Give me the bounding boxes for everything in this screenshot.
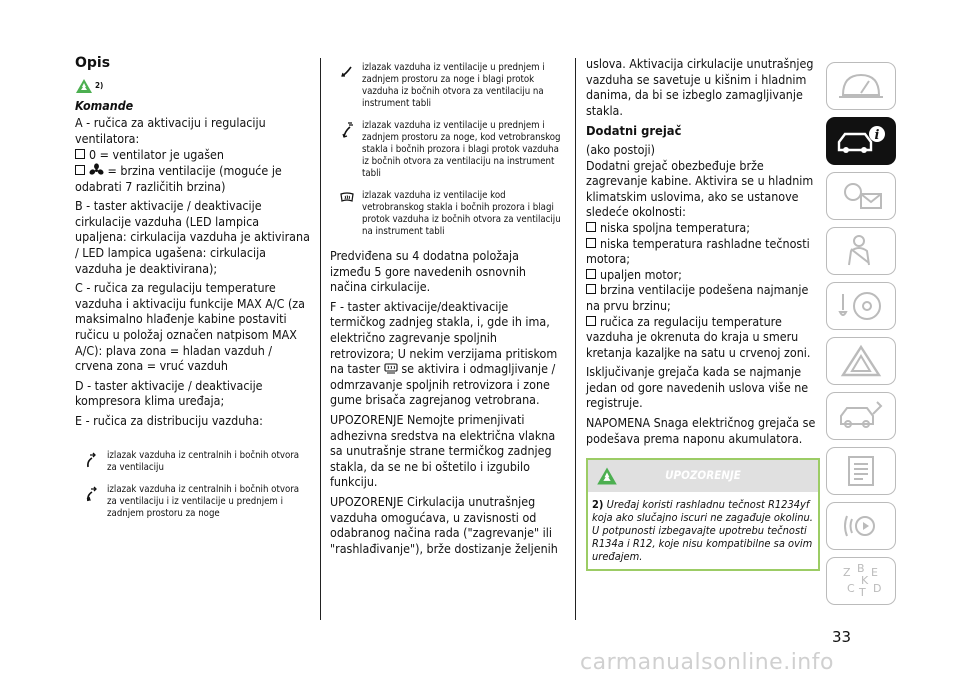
list-item: upaljen motor; (586, 267, 820, 283)
tab-starting-driving[interactable] (826, 282, 896, 330)
paragraph: NAPOMENA Snaga električnog grejača se podešava prema naponu akumulatora. (586, 415, 816, 446)
alphabet-index-icon (837, 562, 885, 600)
list-item: brzina ventilacije podešena najmanje na prvu brzinu; (586, 282, 809, 313)
paragraph-a: A - ručica za aktivaciju i regulaciju ventilatora: (75, 115, 266, 146)
paragraph: Isključivanje grejača kada se najmanje jedan od gore navedenih uslova više ne registruje. (586, 364, 809, 411)
column-2 (330, 56, 562, 560)
list-item: = brzina ventilacije (moguće je odabrati 7 različitih brzina) (75, 162, 282, 194)
warning-box (586, 458, 820, 571)
column-divider-right (575, 58, 576, 620)
page-number: 33 (832, 628, 852, 646)
heading-note: (ako postoji) (586, 141, 655, 157)
column-1 (75, 56, 311, 530)
bullet-square-icon (586, 284, 596, 294)
list-item: 0 = ventilator je ugašen (75, 147, 311, 163)
vent-face-icon (85, 452, 97, 468)
svg-text:B: B (857, 562, 865, 575)
light-message-icon (837, 178, 885, 214)
vent-feet-windshield-icon (340, 122, 354, 138)
paragraph: Dodatni grejač obezbeđuje brže zagrevanje kabine. Aktivira se u hladnim klimatskim uslovima, ako se ustanove sledeće okolnosti: (586, 157, 814, 220)
list-item: ručica za regulaciju temperature vazduha je okrenuta do kraja u smeru kretanja kazaljke na satu u crvenoj zoni. (586, 313, 811, 360)
warning-triangle-icon (839, 343, 883, 379)
fan-icon (89, 163, 104, 178)
svg-text:E: E (871, 566, 878, 579)
vent-mode-item: izlazak vazduha iz centralnih i bočnih otvora za ventilaciju i iz ventilacije u prednjem i zadnjem prostoru za noge (75, 484, 311, 520)
vent-mode-item: izlazak vazduha iz centralnih i bočnih otvora za ventilaciju (75, 450, 311, 474)
svg-text:T: T (859, 586, 866, 599)
section-heading: Dodatni grejač (586, 124, 682, 140)
bullet-square-icon (586, 238, 596, 248)
subsection-title: Komande (75, 97, 134, 113)
dashboard-gauge-icon (837, 69, 885, 103)
tab-lights-messages[interactable] (826, 172, 896, 220)
paragraph-c: C - ručica za regulaciju temperature vazduha i aktivaciju funkcije MAX A/C (za maksimalno hlađenje kabine postaviti ručicu u položaj označen natpisom MAX A/C): plava zona = hladan vazduh / crvena zona = vruć vazduh (75, 280, 305, 374)
bullet-square-icon (586, 269, 596, 279)
vent-face-feet-icon (85, 486, 99, 502)
car-maintenance-icon (837, 398, 885, 434)
steering-wheel-icon (837, 288, 885, 324)
svg-text:C: C (847, 582, 855, 595)
multimedia-icon (839, 508, 883, 544)
note-ref: 2) (95, 81, 104, 90)
tab-maintenance[interactable] (826, 392, 896, 440)
warning-text: 2) Uređaj koristi rashladnu tečnost R1234yf koja ako slučajno iscuri ne zagađuje okolinu. U potpunosti izbegavajte upotrebu tečnosti R134a i R12, koje nisu kompatibilne sa ovim uređajem. (592, 498, 813, 564)
list-item: niska temperatura rashladne tečnosti motora; (586, 235, 810, 267)
column-divider-left (320, 58, 321, 620)
svg-text:D: D (873, 582, 882, 595)
tab-safety[interactable] (826, 227, 896, 275)
watermark: carmanualsonline.info (580, 650, 834, 675)
paragraph-f: F - taster aktivacije/deaktivacije termičkog zadnjeg stakla, i, gde ih ima, električno zagrevanje spoljnih retrovizora; U nekim verzijama pritiskom na taster se aktivira i odmagljivanje / odmrzavanje spoljnih retrovizora i zone gume brisača zagrejanog vetrobrana. (330, 298, 558, 408)
vent-mode-item: izlazak vazduha iz ventilacije kod vetrobranskog stakla i bočnih prozora i blagi protok vazduha iz bočnih otvora za ventilaciju na instrument tabli (330, 190, 562, 238)
tab-technical-data[interactable] (826, 447, 896, 495)
paragraph-b: B - taster aktivacije / deaktivacije cirkulacije vazduha (LED lampica upaljena: cirkulacija vazduha je aktivirana / LED lampica ugašena: cirkulacija vazduha je deaktivirana); (75, 198, 310, 276)
tab-dashboard[interactable] (826, 62, 896, 110)
vent-mode-item: izlazak vazduha iz ventilacije u prednjem i zadnjem prostoru za noge, kod vetrobranskog stakla i bočnih prozora i blagi protok vazduha iz bočnih otvora za ventilaciju na instrument tabli (330, 120, 562, 180)
tab-vehicle-info[interactable] (826, 117, 896, 165)
bullet-square-icon (75, 165, 85, 175)
chapter-tabs (826, 62, 898, 612)
windshield-defrost-icon (340, 192, 354, 204)
paragraph: UPOZORENJE Nemojte primenjivati adhezivna sredstva na električna vlakna sa unutrašnje strane termičkog zadnjeg stakla, da se ne bi oštetilo i izgubilo funkciju. (330, 411, 556, 490)
eco-warning-icon (596, 466, 618, 486)
svg-text:i: i (874, 128, 880, 143)
spec-list-icon (841, 453, 881, 489)
bullet-square-icon (586, 222, 596, 232)
bullet-square-icon (586, 316, 596, 326)
vent-feet-icon (340, 64, 354, 78)
paragraph: uslova. Aktivacija cirkulacije unutrašnjeg vazduha se savetuje u kišnim i hladnim danima, da bi se izbeglo zamagljivanje stakla. (586, 56, 814, 118)
warning-title: UPOZORENJE (665, 468, 741, 483)
rear-defrost-icon (384, 363, 398, 374)
paragraph-d: D - taster aktivacije / deaktivacije kompresora klima uređaja; (75, 377, 263, 409)
list-item: niska spoljna temperatura; (586, 220, 820, 236)
tab-emergency[interactable] (826, 337, 896, 385)
paragraph-e: E - ručica za distribuciju vazduha: (75, 412, 263, 428)
car-info-icon (835, 124, 887, 158)
svg-text:K: K (861, 574, 869, 587)
svg-text:Z: Z (843, 566, 851, 579)
paragraph: Predviđena su 4 dodatna položaja između 5 gore navedenih osnovnih načina cirkulacije. (330, 248, 526, 295)
warning-header (588, 460, 818, 492)
tab-multimedia[interactable] (826, 502, 896, 550)
column-3 (586, 56, 820, 571)
tab-index[interactable] (826, 557, 896, 605)
paragraph: UPOZORENJE Cirkulacija unutrašnjeg vazduha omogućava, u zavisnosti od odabranog načina rada ("zagrevanje" ili "rashlađivanje"), brže dostizanje željenih (330, 493, 558, 556)
section-title: Opis (75, 55, 111, 71)
seatbelt-icon (841, 233, 881, 269)
eco-warning-icon (75, 78, 93, 94)
vent-mode-item: izlazak vazduha iz ventilacije u prednjem i zadnjem prostoru za noge i blagi protok vazduha iz bočnih otvora za ventilaciju na instrument tabli (330, 62, 562, 110)
bullet-square-icon (75, 149, 85, 159)
